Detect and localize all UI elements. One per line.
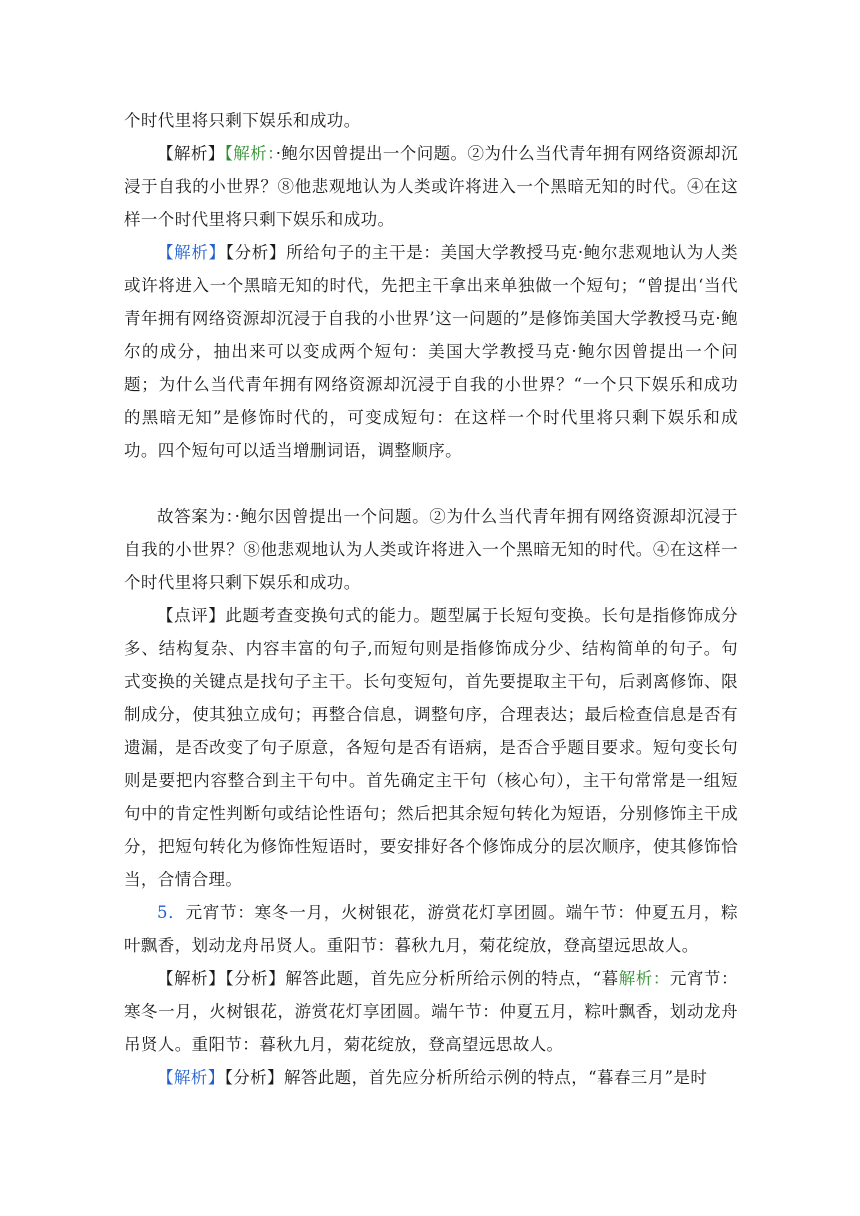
paragraph-text: ·鲍尔因曾提出一个问题。②为什么当代青年拥有网络资源却沉浸于自我的小世界？⑧他悲观地认为人类或许将进入一个黑暗无知的时代。④在这样一个时代里将只剩下娱乐和成功。	[124, 144, 738, 229]
paragraph-text: 元宵节：寒冬一月，火树银花，游赏花灯享团圆。端午节：仲夏五月，粽叶飘香，划动龙舟吊贤人。重阳节：暮秋九月，菊花绽放，登高望远思故人。	[124, 969, 739, 1054]
question-number: 5．	[157, 903, 186, 922]
paragraph-continuation	[124, 104, 738, 137]
analysis-tag: 【解析】	[157, 1068, 225, 1087]
paragraph-text: 所给句子的主干是：美国大学教授马克·鲍尔悲观地认为人类或许将进入一个黑暗无知的时代，先把主干拿出来单独做一个短句；“曾提出‘当代青年拥有网络资源却沉浸于自我的小世界’这一问题的”是修饰美国大学教授马克·鲍尔的成分，抽出来可以变成两个短句：美国大学教授马克·鲍尔因曾提出一个问题；为什么当代青年拥有网络资源却沉浸于自我的小世界？“一个只下娱乐和成功的黑暗无知”是修饰时代的，可变成短句：在这样一个时代里将只剩下娱乐和成功。四个短句可以适当增删词语，调整顺序。	[124, 243, 739, 460]
analysis-tag: 【解析】	[157, 144, 225, 163]
paragraph-text: 解答此题，首先应分析所给示例的特点，“暮春三月”是时	[283, 1068, 708, 1087]
analysis-label: 【分析】	[225, 243, 287, 262]
paragraph-analysis-4	[124, 1061, 738, 1094]
paragraph-text: 解答此题，首先应分析所给示例的特点，“暮	[285, 969, 619, 988]
comment-tag: 【点评】	[157, 606, 226, 625]
paragraph-text: 个时代里将只剩下娱乐和成功。	[124, 111, 361, 130]
paragraph-comment	[124, 599, 738, 896]
paragraph-analysis-3	[124, 962, 738, 1061]
paragraph-analysis-1	[124, 137, 738, 236]
paragraph-answer	[124, 500, 738, 599]
question-5	[124, 896, 738, 962]
analysis-tag: 【解析】【分析】	[157, 969, 286, 988]
analysis-label: 【解析：	[224, 144, 276, 163]
question-text: 元宵节：寒冬一月，火树银花，游赏花灯享团圆。端午节：仲夏五月，粽叶飘香，划动龙舟吊贤人。重阳节：暮秋九月，菊花绽放，登高望远思故人。	[124, 903, 738, 955]
analysis-tag: 【解析】	[157, 243, 226, 262]
paragraph-analysis-2	[124, 236, 738, 467]
paragraph-text: 故答案为：·鲍尔因曾提出一个问题。②为什么当代青年拥有网络资源却沉浸于自我的小世界？⑧他悲观地认为人类或许将进入一个黑暗无知的时代。④在这样一个时代里将只剩下娱乐和成功。	[124, 507, 738, 592]
analysis-label: 解析：	[618, 969, 670, 988]
analysis-label: 【分析】	[224, 1068, 284, 1087]
paragraph-text: 此题考查变换句式的能力。题型属于长短句变换。长句是指修饰成分多、结构复杂、内容丰富的句子,而短句则是指修饰成分少、结构简单的句子。句式变换的关键点是找句子主干。长句变短句，首先要提取主干句，后剥离修饰、限制成分，使其独立成句；再整合信息，调整句序，合理表达；最后检查信息是否有遗漏，是否改变了句子原意，各短句是否有语病，是否合乎题目要求。短句变长句则是要把内容整合到主干句中。首先确定主干句（核心句），主干句常常是一组短句中的肯定性判断句或结论性语句；然后把其余短句转化为短语，分别修饰主干成分，把短句转化为修饰性短语时，要安排好各个修饰成分的层次顺序，使其修饰恰当，合情合理。	[124, 606, 738, 889]
